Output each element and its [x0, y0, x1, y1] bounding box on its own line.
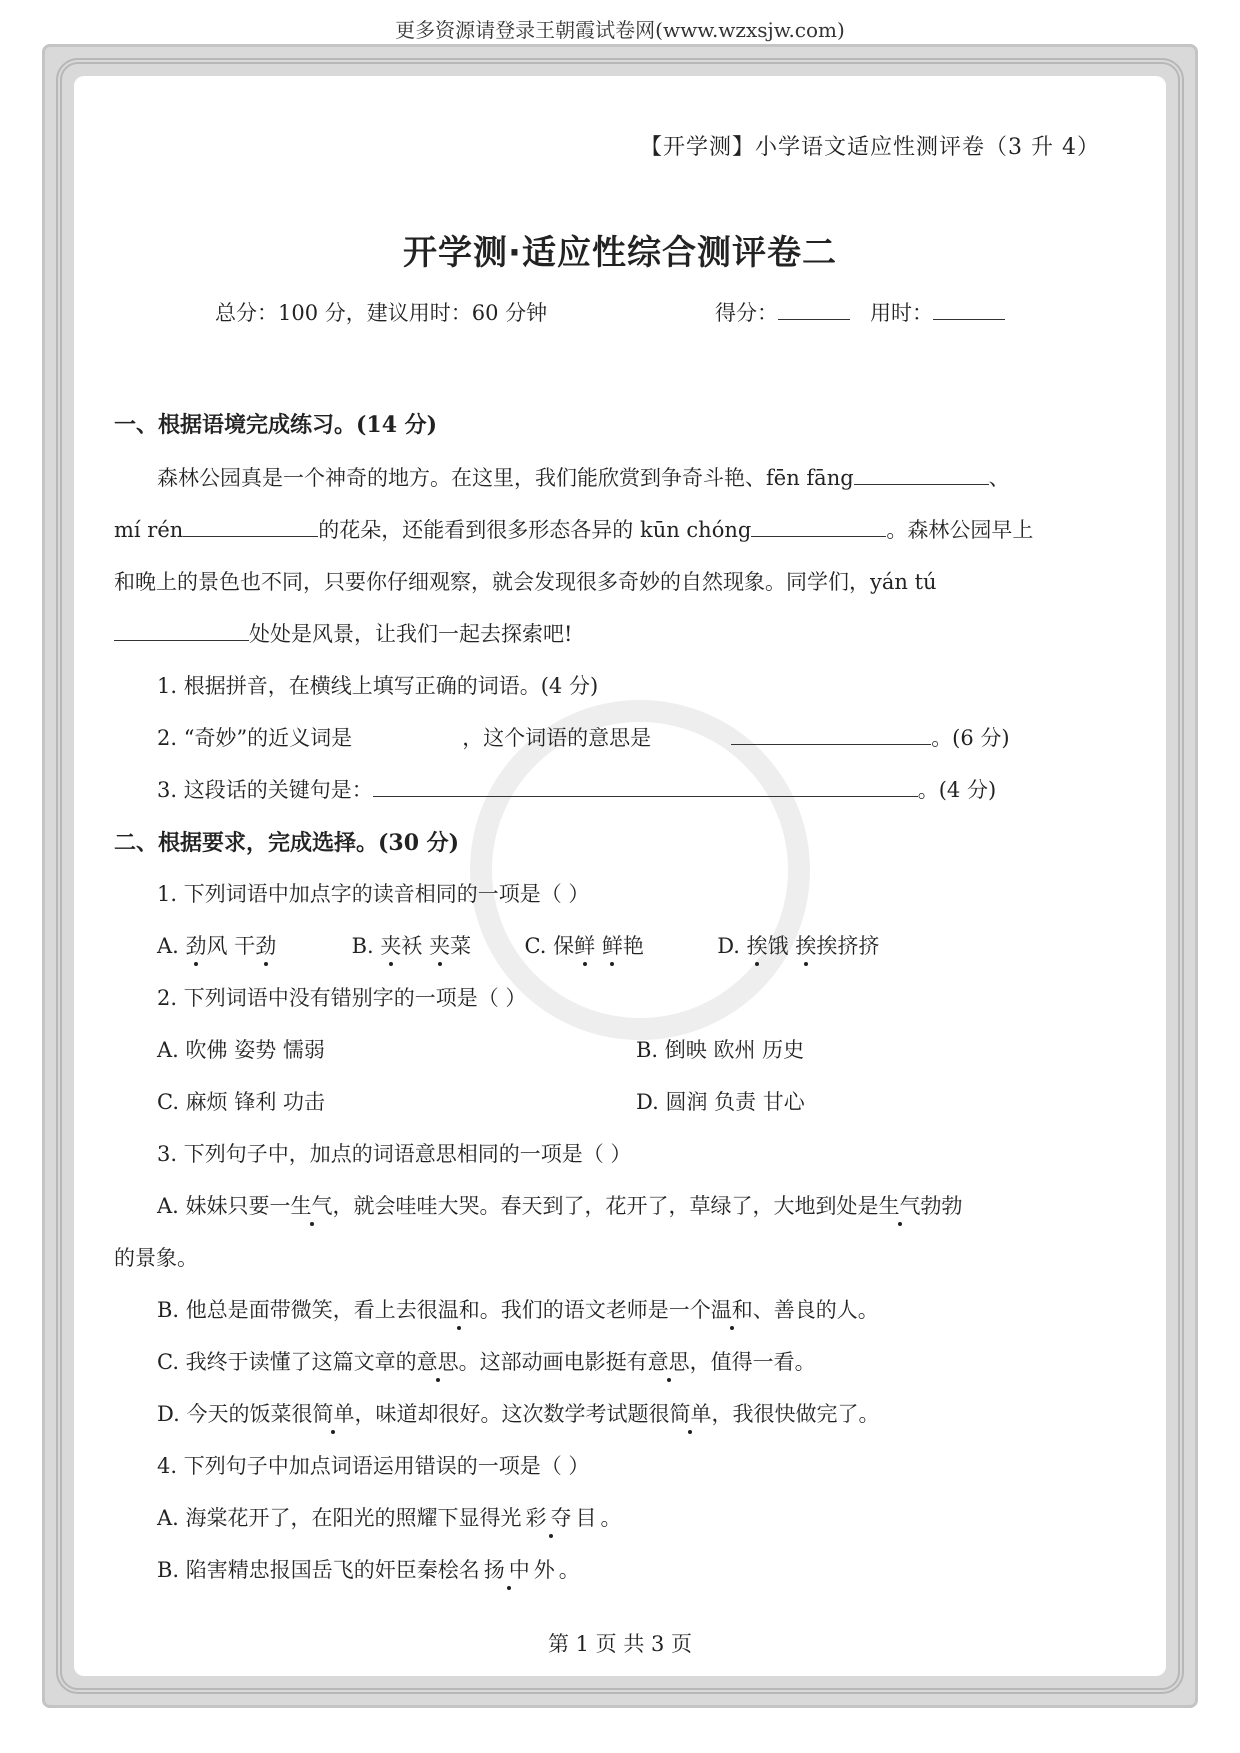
option-a[interactable]: A. 吹佛 姿势 懦弱 — [157, 1038, 325, 1062]
answer-blank[interactable] — [114, 620, 249, 641]
question-text: 。(4 分) — [917, 778, 997, 802]
passage-line-3: 和晚上的景色也不同，只要你仔细观察，就会发现很多奇妙的自然现象。同学们，yán tú — [114, 570, 937, 594]
option-a[interactable]: A. 妹妹只要一生气，就会哇哇大哭。春天到了，花开了，草绿了，大地到处是生气勃勃 — [157, 1194, 963, 1218]
s1-question-2 — [157, 722, 1010, 752]
exam-info: 总分：100 分，建议用时：60 分钟 — [215, 301, 548, 325]
answer-blank[interactable] — [751, 516, 886, 537]
question-text: 2. “奇妙”的近义词是 — [157, 726, 353, 750]
question-text: 。(6 分) — [931, 726, 1010, 750]
option-b[interactable]: B. 倒映 欧州 历史 — [636, 1038, 805, 1062]
s2-question-4: 4. 下列句子中加点词语运用错误的一项是（ ） — [157, 1454, 590, 1478]
series-label: 【开学测】小学语文适应性测评卷（3 升 4） — [640, 135, 1100, 160]
option-a-continued: 的景象。 — [114, 1246, 198, 1270]
passage-text: 的花朵，还能看到很多形态各异的 kūn chóng — [318, 518, 752, 542]
top-banner: 更多资源请登录王朝霞试卷网(www.wzxsjw.com) — [395, 18, 845, 42]
option-b[interactable]: B. 陷害精忠报国岳飞的奸臣秦桧名扬中外。 — [157, 1558, 580, 1582]
option-c[interactable]: C. 麻烦 锋利 功击 — [157, 1090, 326, 1114]
answer-blank[interactable] — [183, 516, 318, 537]
passage-line-4 — [114, 618, 572, 648]
section1-heading: 一、根据语境完成练习。(14 分) — [114, 412, 438, 438]
answer-blank[interactable] — [373, 776, 918, 797]
answer-blank[interactable] — [731, 724, 931, 745]
option-b[interactable]: B. 夹袄 夹菜 — [351, 934, 472, 958]
page-title: 开学测·适应性综合测评卷二 — [403, 233, 837, 273]
section2-heading: 二、根据要求，完成选择。(30 分) — [114, 830, 460, 856]
option-a[interactable]: A. 劲风 干劲 — [157, 934, 277, 958]
option-c[interactable]: C. 保鲜 鲜艳 — [524, 934, 644, 958]
s2-q1-options — [157, 930, 879, 960]
time-label: 用时： — [870, 301, 934, 325]
s1-question-3 — [157, 774, 996, 804]
option-b[interactable]: B. 他总是面带微笑，看上去很温和。我们的语文老师是一个温和、善良的人。 — [157, 1298, 879, 1322]
passage-text: 、 — [988, 466, 1010, 490]
passage-text: 。森林公园早上 — [886, 518, 1034, 542]
passage-text: 森林公园真是一个神奇的地方。在这里，我们能欣赏到争奇斗艳、fēn fāng — [157, 466, 854, 490]
question-text: ，这个词语的意思是 — [462, 726, 652, 750]
s2-question-2: 2. 下列词语中没有错别字的一项是（ ） — [157, 986, 527, 1010]
score-blank[interactable] — [778, 299, 850, 320]
option-d[interactable]: D. 挨饿 挨挨挤挤 — [717, 934, 880, 958]
s2-question-3: 3. 下列句子中，加点的词语意思相同的一项是（ ） — [157, 1142, 632, 1166]
time-blank[interactable] — [933, 299, 1005, 320]
option-a[interactable]: A. 海棠花开了，在阳光的照耀下显得光彩夺目。 — [157, 1506, 622, 1530]
page-number: 第 1 页 共 3 页 — [547, 1632, 693, 1656]
passage-line-1 — [157, 462, 1010, 492]
question-text: 3. 这段话的关键句是： — [157, 778, 373, 802]
option-c[interactable]: C. 我终于读懂了这篇文章的意思。这部动画电影挺有意思，值得一看。 — [157, 1350, 816, 1374]
passage-line-2 — [114, 514, 1033, 544]
score-time-fields — [715, 297, 1005, 327]
passage-text: 处处是风景，让我们一起去探索吧! — [249, 622, 573, 646]
s2-question-1: 1. 下列词语中加点字的读音相同的一项是（ ） — [157, 882, 590, 906]
score-label: 得分： — [715, 301, 778, 325]
passage-text: mí rén — [114, 518, 184, 542]
answer-blank[interactable] — [854, 464, 989, 485]
option-d[interactable]: D. 圆润 负责 甘心 — [636, 1090, 805, 1114]
s1-question-1: 1. 根据拼音，在横线上填写正确的词语。(4 分) — [157, 674, 599, 698]
option-d[interactable]: D. 今天的饭菜很简单，味道却很好。这次数学考试题很简单，我很快做完了。 — [157, 1402, 880, 1426]
